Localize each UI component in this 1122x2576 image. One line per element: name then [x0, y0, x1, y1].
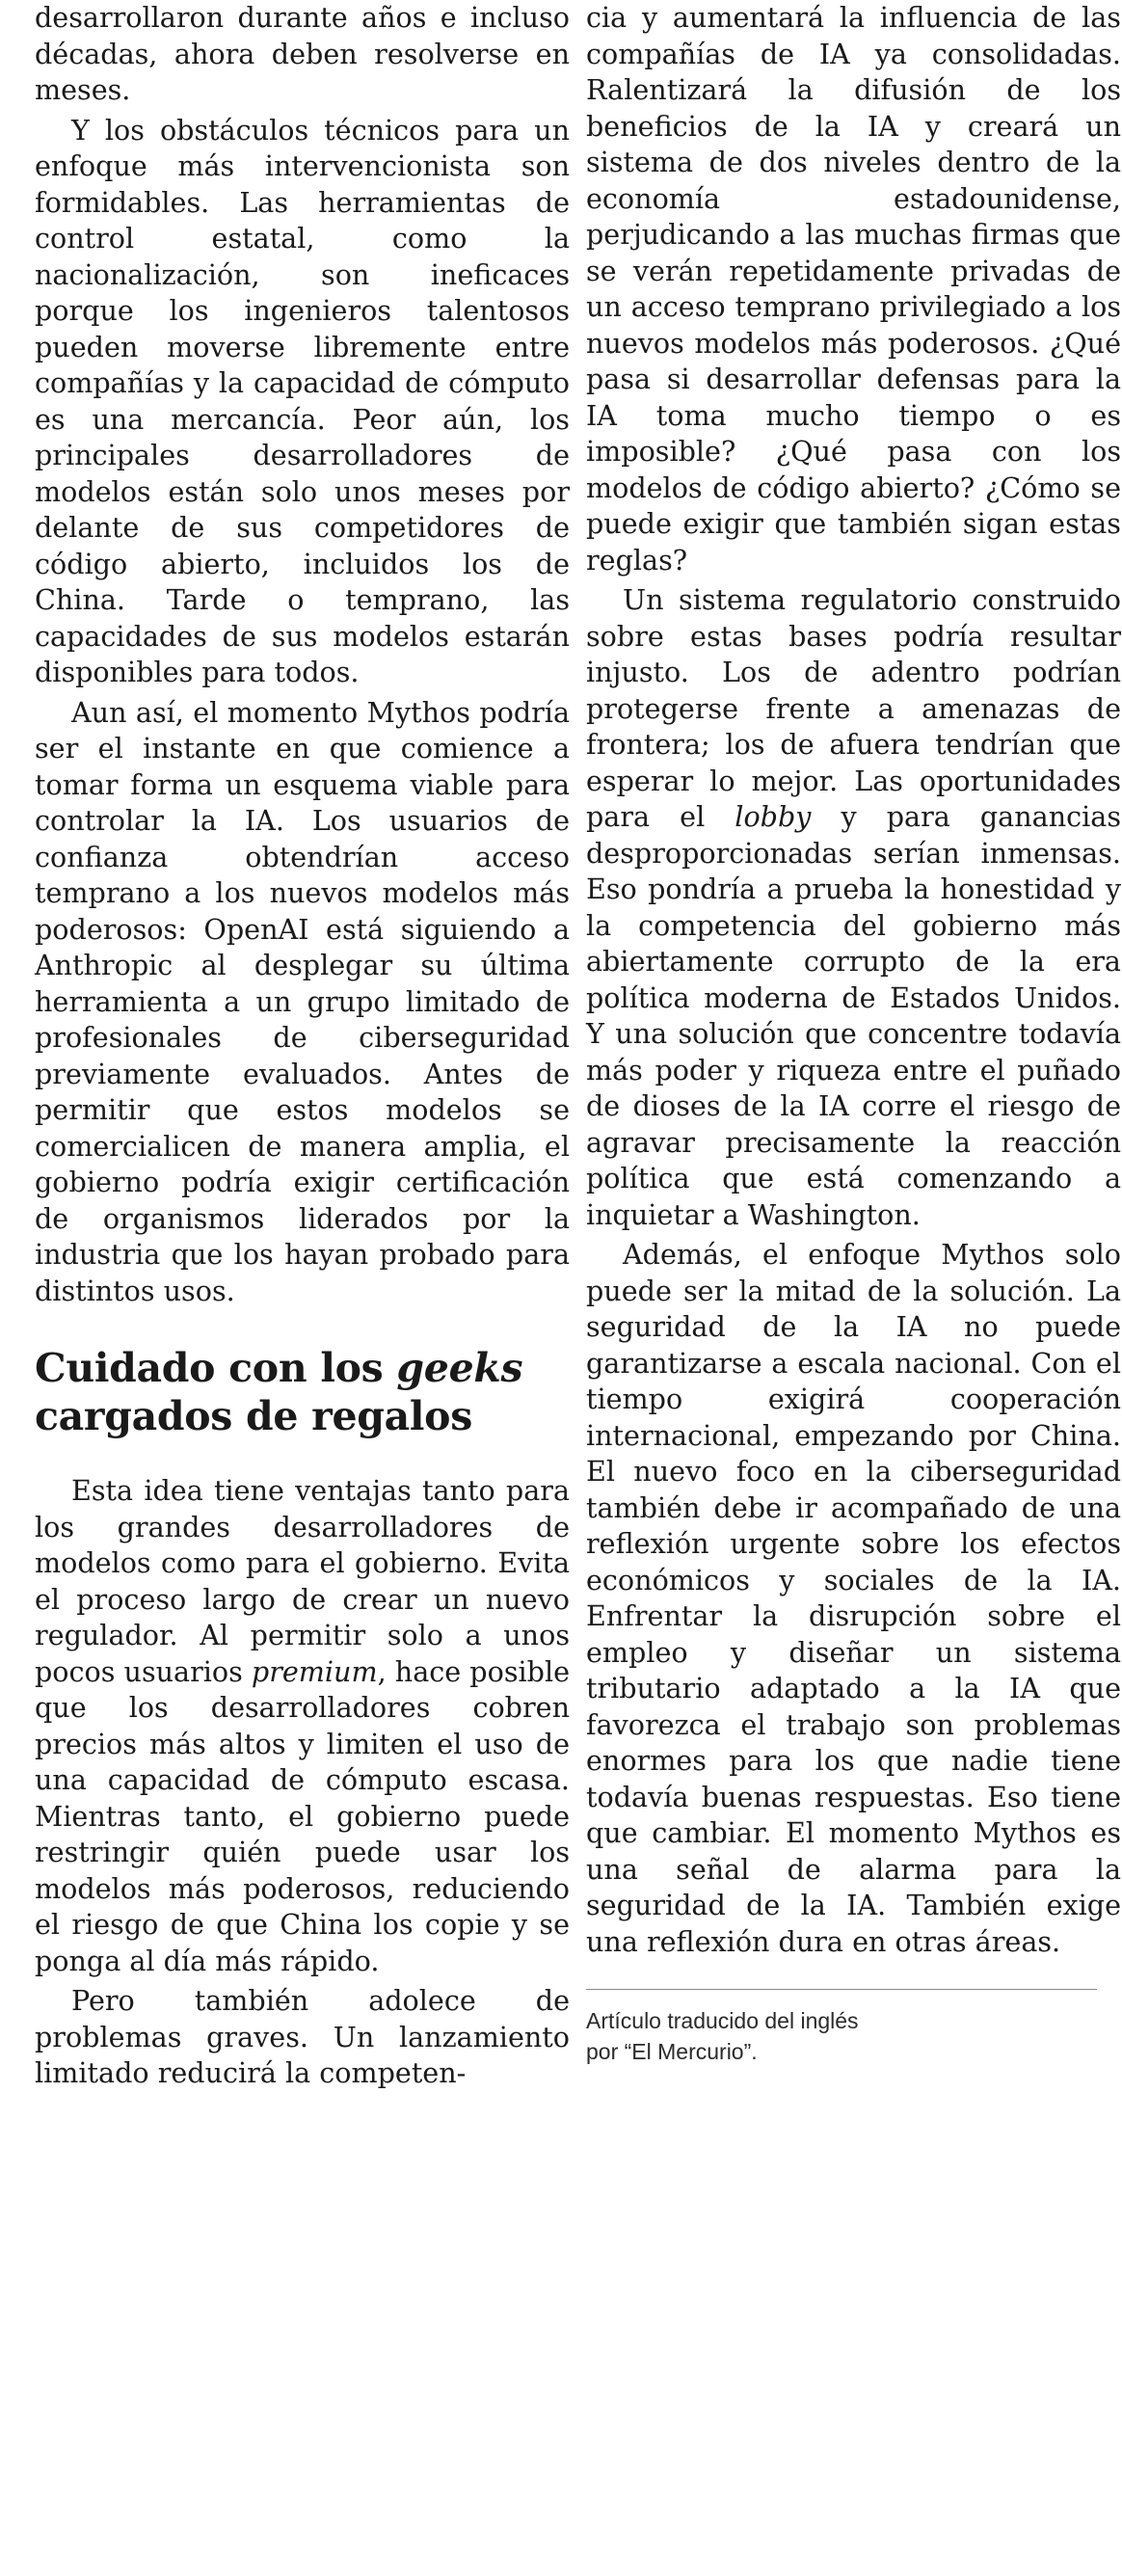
headline-italic-word: geeks [396, 1345, 523, 1391]
paragraph-advantages-text-1: Esta idea tiene ventajas tanto para los grandes desarrolladores de modelos como para el gobierno. Evita el proceso largo de crear un nuevo regulador. Al permitir solo a unos pocos usuarios [35, 1474, 570, 1688]
headline-text-1: Cuidado con los [35, 1345, 397, 1391]
paragraph-problems: Pero también adolece de problemas graves. Un lanzamiento limitado reducirá la competen- [35, 1984, 570, 2089]
paragraph-advantages-text-2: , hace posible que los desarrolladores cobren precios más altos y limiten el uso de una capacidad de cómputo escasa. Mientras tanto, el gobierno puede restringir quién puede usar los modelos más poderosos, reduciendo el riesgo de que China los copie y se ponga al día más rápido. [35, 1654, 571, 1977]
paragraph-technical-obstacles: Y los obstáculos técnicos para un enfoque más intervencionista son formidables. Las herramientas de control estatal, como la nacionalización, son ineficaces porque los ingenieros talentosos pueden moverse libremente entre compañías y la capacidad de cómputo es una mercancía. Peor aún, los principales desarrolladores de modelos están solo unos meses por delante de sus competidores de código abierto, incluidos los de China. Tarde o temprano, las capacidades de sus modelos estarán disponibles para todos. [35, 113, 570, 688]
paragraph-competition: cia y aumentará la influencia de las compañías de IA ya consolidadas. Ralentizará la difusión de los beneficios de la IA y creará un sistema de dos niveles dentro de la economía estadounidense, perjudicando a las muchas firmas que se verán repetidamente privadas de un acceso temprano privilegiado a los nuevos modelos más poderosos. ¿Qué pasa si desarrollar defensas para la IA toma mucho tiempo o es imposible? ¿Qué pasa con los modelos de código abierto? ¿Cómo se puede exigir que también sigan estas reglas? [586, 1, 1121, 577]
translation-credit-line-2: por “El Mercurio”. [586, 2039, 758, 2064]
paragraph-regulatory-system [586, 582, 1121, 1233]
translation-credit-line-1: Artículo traducido del inglés [586, 2008, 859, 2033]
paragraph-regulatory-text-1: Un sistema regulatorio construido sobre estas bases podría resultar injusto. Los de adentro podrían protegerse frente a amenazas de frontera; los de afuera tendrían que esperar lo mejor. Las oportunidades para el [586, 583, 1121, 833]
headline-text-2: cargados de regalos [35, 1393, 472, 1439]
section-headline [35, 1344, 570, 1440]
paragraph-regulatory-text-2: y para ganancias desproporcionadas serían inmensas. Eso pondría a prueba la honestidad y la competencia del gobierno más abiertamente corrupto de la era política moderna de Estados Unidos. Y una solución que concentre todavía más poder y riqueza entre el puñado de dioses de la IA corre el riesgo de agravar precisamente la reacción política que está comenzando a inquietar a Washington. [586, 800, 1121, 1231]
paragraph-regulatory-italic: lobby [735, 800, 812, 833]
paragraph-continued: desarrollaron durante años e incluso décadas, ahora deben resolverse en meses. [35, 1, 570, 106]
credit-divider [586, 1989, 1097, 1990]
left-column [35, 0, 570, 2092]
paragraph-half-solution: Además, el enfoque Mythos solo puede ser la mitad de la solución. La seguridad de la IA no puede garantizarse a escala nacional. Con el tiempo exigirá cooperación internacional, empezando por China. El nuevo foco en la ciberseguridad también debe ir acompañado de una reflexión urgente sobre los efectos económicos y sociales de la IA. Enfrentar la disrupción sobre el empleo y diseñar un sistema tributario adaptado a la IA que favorezca el trabajo son problemas enormes para los que nadie tiene todavía buenas respuestas. Eso tiene que cambiar. El momento Mythos es una señal de alarma para la seguridad de la IA. También exige una reflexión dura en otras áreas. [586, 1238, 1121, 1958]
paragraph-advantages-italic: premium [251, 1654, 378, 1688]
right-column [586, 0, 1121, 2067]
paragraph-mythos-moment: Aun así, el momento Mythos podría ser el instante en que comience a tomar forma un esquema viable para controlar la IA. Los usuarios de confianza obtendrían acceso temprano a los nuevos modelos más poderosos: OpenAI está siguiendo a Anthropic al desplegar su última herramienta a un grupo limitado de profesionales de ciberseguridad previamente evaluados. Antes de permitir que estos modelos se comercialicen de manera amplia, el gobierno podría exigir certificación de organismos liderados por la industria que los hayan probado para distintos usos. [35, 695, 570, 1307]
paragraph-advantages [35, 1473, 570, 1979]
